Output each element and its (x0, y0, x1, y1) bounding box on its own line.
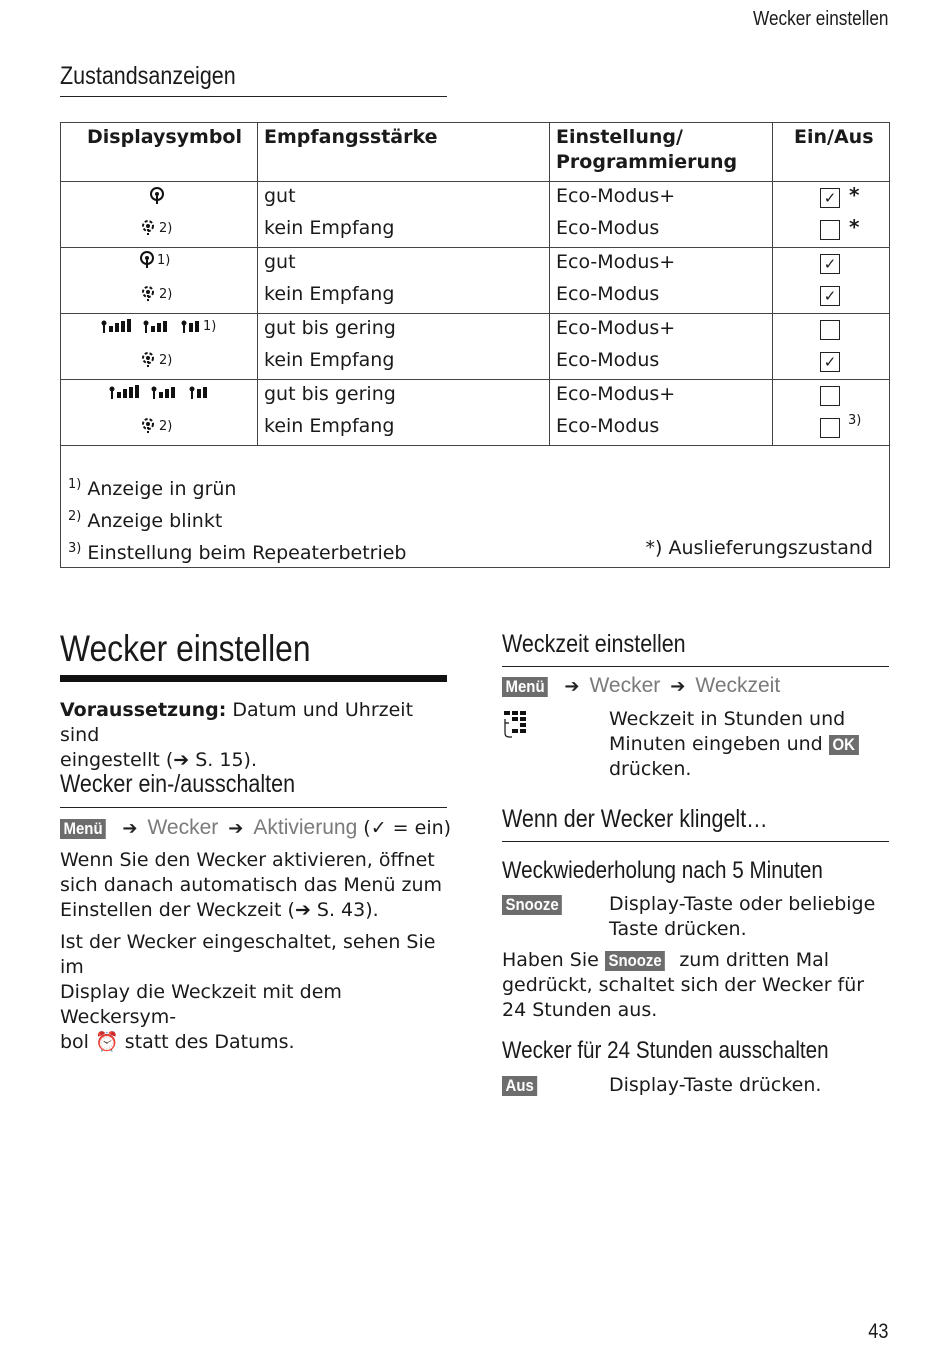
table-cell: gut (264, 185, 296, 207)
menu-key[interactable]: Menü (502, 677, 548, 697)
arrow-right-icon: ➔ (228, 818, 244, 839)
footnote-ref: 2) (159, 220, 173, 236)
arrow-right-icon: ➔ (670, 676, 686, 697)
table-cell: Eco-Modus (556, 349, 660, 371)
aus-key[interactable]: Aus (502, 1076, 537, 1096)
arrow-right-icon: ➔ (564, 676, 580, 697)
step-snooze (502, 892, 892, 947)
default-marker: * (849, 183, 860, 207)
paragraph-activate: Wenn Sie den Wecker aktivieren, öffnet sich danach automatisch das Menü zum Einstellen der Weckzeit (➔ S. 43). (60, 849, 443, 921)
step-enter-time (502, 707, 892, 787)
paragraph-display: Ist der Wecker eingeschaltet, sehen Sie im Display die Weckzeit mit dem Weckersym- bol ⏰ statt des Datums. (60, 931, 436, 1053)
footnote-ref: 3) (848, 413, 862, 428)
checkbox: ✓ (820, 254, 840, 274)
checkbox (820, 386, 840, 406)
footnote-ref: 2) (159, 286, 173, 302)
arrow-right-icon: ➔ (173, 749, 190, 771)
delivery-note: *) Auslieferungszustand (645, 537, 873, 559)
subsection-heading: Weckzeit einstellen (502, 630, 889, 667)
table-cell: kein Empfang (264, 415, 395, 437)
paragraph-snooze: Haben Sie Snooze zum dritten Mal gedrückt, schaltet sich der Wecker für 24 Stunden aus. (502, 949, 865, 1021)
antenna-blink-icon (139, 415, 172, 437)
footnote-ref: 2) (159, 418, 173, 434)
menu-key[interactable]: Menü (60, 819, 106, 839)
table-divider (549, 123, 550, 445)
table-cell: gut (264, 251, 296, 273)
table-cell: gut bis gering (264, 317, 396, 339)
subsection-heading: Wecker ein-/ausschalten (60, 770, 447, 808)
prerequisite: Voraussetzung: Datum und Uhrzeit sind eingestellt (➔ S. 15). (60, 699, 414, 771)
table-divider (772, 123, 773, 445)
checkbox: ✓ (820, 286, 840, 306)
step-aus (502, 1073, 892, 1103)
table-cell: kein Empfang (264, 349, 395, 371)
table-divider (61, 247, 889, 248)
table-divider (61, 445, 889, 446)
antenna-blink-icon (139, 217, 172, 239)
status-heading-text: Zustandsanzeigen (60, 62, 236, 90)
antenna-icon (149, 185, 165, 207)
table-cell: Eco-Modus (556, 283, 660, 305)
status-table (60, 122, 890, 568)
checkbox (820, 418, 840, 438)
default-marker: * (849, 215, 860, 239)
col-header-strength: Empfangsstärke (264, 126, 438, 148)
table-cell: Eco-Modus+ (556, 317, 676, 339)
snooze-key[interactable]: Snooze (605, 951, 665, 971)
check-icon: ✓ (370, 817, 387, 839)
menu-item-weckzeit[interactable]: Weckzeit (695, 674, 781, 697)
table-divider (61, 181, 889, 182)
signal-bars-icon (109, 381, 209, 403)
footnote-ref: 1) (157, 252, 171, 268)
table-cell: Eco-Modus+ (556, 251, 676, 273)
subsubsection-heading: Weckwiederholung nach 5 Minuten (502, 857, 823, 884)
snooze-key[interactable]: Snooze (502, 895, 562, 915)
col-header-setting-line2: Programmierung (556, 151, 738, 173)
page-number: 43 (867, 1320, 888, 1343)
col-header-setting: Einstellung/ (556, 126, 683, 148)
step-text: Display-Taste drücken. (609, 1074, 822, 1096)
footnote-2: $^{2)}$ Anzeige blinkt (68, 509, 223, 532)
subsection-heading: Wenn der Wecker klingelt… (502, 805, 889, 842)
menu-item-wecker[interactable]: Wecker (147, 816, 219, 839)
ok-key[interactable]: OK (829, 735, 858, 755)
table-divider (257, 123, 258, 445)
footnote-3: $^{3)}$ Einstellung beim Repeaterbetrieb (68, 541, 407, 564)
footnote-ref: 1) (203, 318, 217, 334)
section-title: Wecker einstellen (60, 628, 311, 669)
step-text: Display-Taste oder beliebige Taste drücken. (609, 893, 876, 940)
col-header-onoff: Ein/Aus (794, 126, 874, 148)
checkbox: ✓ (820, 352, 840, 372)
menu-item-aktivierung[interactable]: Aktivierung (253, 816, 358, 839)
menu-path: Menü ➔ Wecker ➔ Aktivierung (✓ = ein) (60, 816, 451, 841)
antenna-icon (139, 249, 170, 271)
col-header-symbol: Displaysymbol (87, 126, 242, 148)
subsubsection-heading: Wecker für 24 Stunden ausschalten (502, 1037, 829, 1064)
table-divider (61, 379, 889, 380)
arrow-right-icon: ➔ (122, 818, 138, 839)
table-cell: kein Empfang (264, 283, 395, 305)
signal-bars-icon (101, 315, 216, 337)
footnote-ref: 2) (159, 352, 173, 368)
running-head: Wecker einstellen (752, 8, 888, 30)
antenna-blink-icon (139, 283, 172, 305)
title-rule (60, 675, 447, 682)
checkbox (820, 320, 840, 340)
table-cell: kein Empfang (264, 217, 395, 239)
antenna-blink-icon (139, 349, 172, 371)
keypad-icon (502, 709, 530, 743)
step-text: Weckzeit in Stunden und Minuten eingeben und OK drücken. (609, 707, 862, 782)
checkbox (820, 220, 840, 240)
menu-item-wecker[interactable]: Wecker (589, 674, 661, 697)
table-cell: Eco-Modus (556, 415, 660, 437)
arrow-right-icon: ➔ (294, 899, 311, 921)
table-cell: Eco-Modus+ (556, 383, 676, 405)
table-cell: Eco-Modus (556, 217, 660, 239)
table-divider (61, 313, 889, 314)
footnote-1: $^{1)}$ Anzeige in grün (68, 477, 237, 500)
alarm-clock-icon: ⏰ (95, 1031, 119, 1053)
checkbox: ✓ (820, 188, 840, 208)
table-cell: gut bis gering (264, 383, 396, 405)
status-section-heading (60, 60, 447, 97)
table-cell: Eco-Modus+ (556, 185, 676, 207)
menu-path (502, 674, 780, 698)
